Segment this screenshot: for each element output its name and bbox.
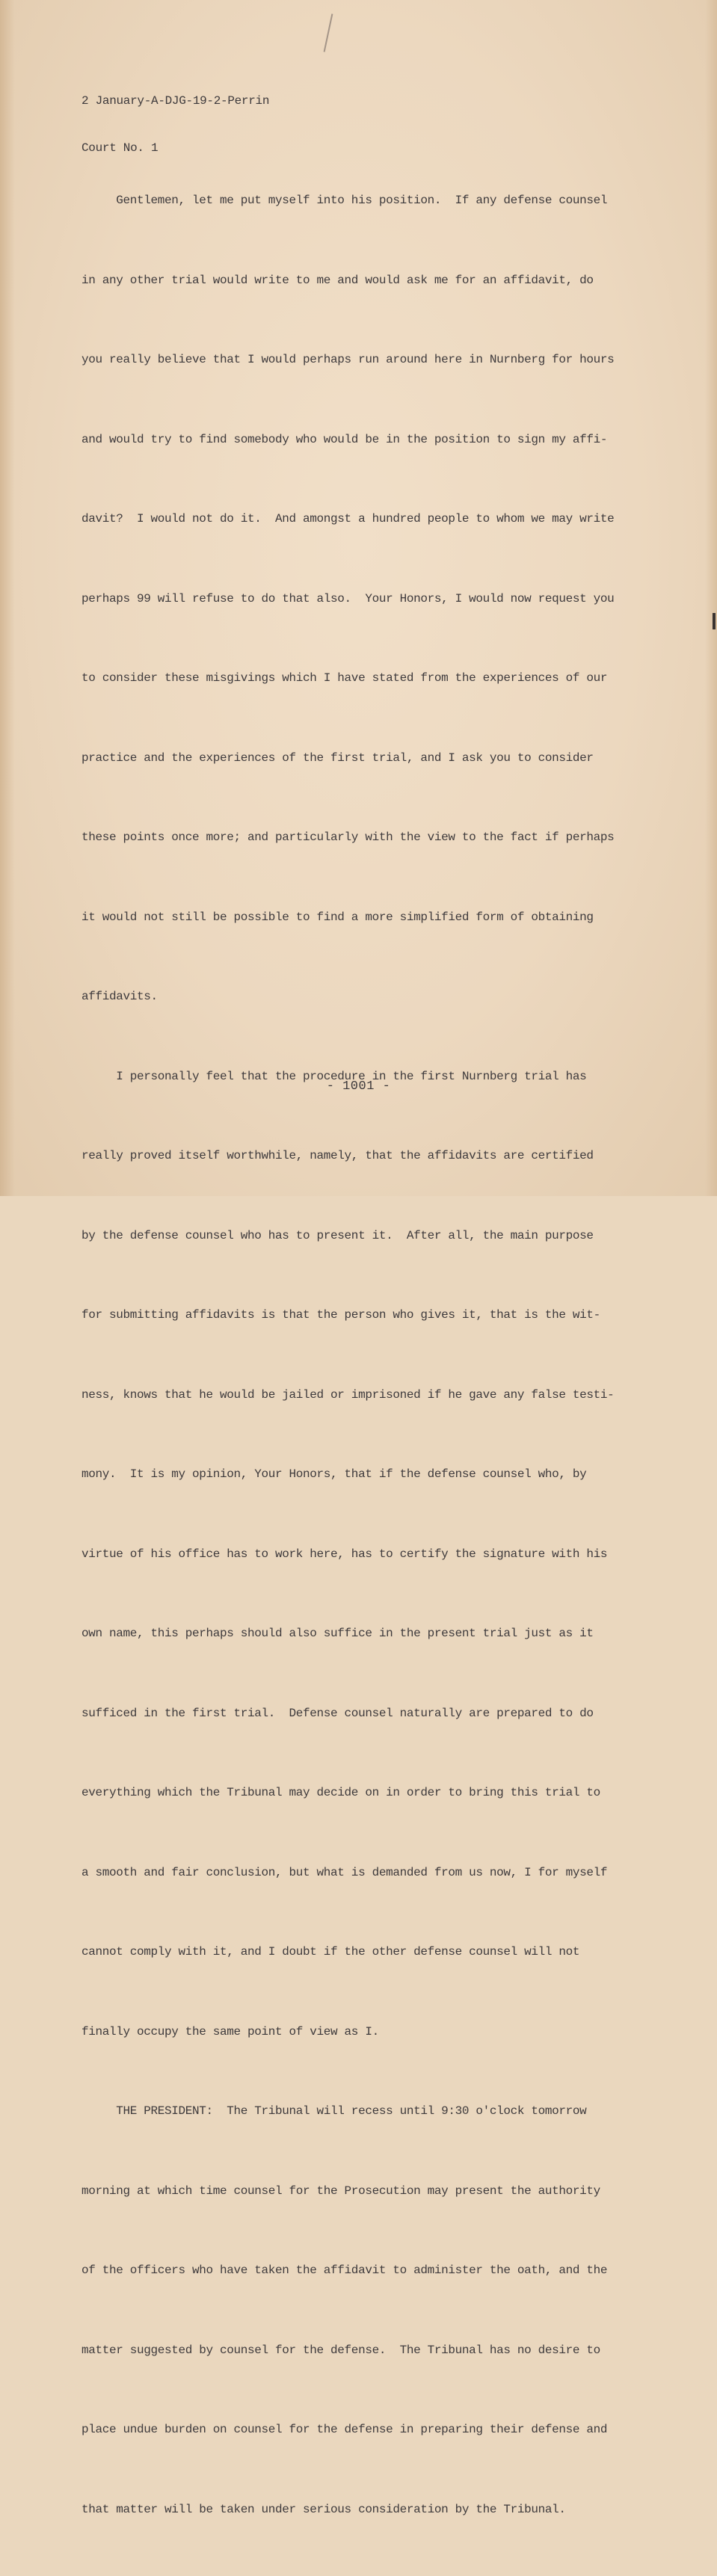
text-line: in any other trial would write to me and would ask me for an affidavit, do <box>81 273 594 287</box>
text-line: affidavits. <box>81 990 158 1003</box>
page-shadow-left <box>0 0 15 1196</box>
text-line: practice and the experiences of the first trial, and I ask you to consider <box>81 751 594 765</box>
page-number: - 1001 - <box>326 1079 391 1094</box>
text-line: that matter will be taken under serious consideration by the Tribunal. <box>81 2502 566 2516</box>
text-line: you really believe that I would perhaps run around here in Nurnberg for hours <box>81 353 615 366</box>
text-line: to consider these misgivings which I have stated from the experiences of our <box>81 671 608 685</box>
text-line: by the defense counsel who has to present it. After all, the main purpose <box>81 1228 594 1242</box>
text-line: morning at which time counsel for the Prosecution may present the authority <box>81 2184 600 2198</box>
text-line: virtue of his office has to work here, has to certify the signature with his <box>81 1547 608 1561</box>
text-line: own name, this perhaps should also suffice in the present trial just as it <box>81 1627 594 1640</box>
text-line: mony. It is my opinion, Your Honors, that if the defense counsel who, by <box>81 1467 587 1481</box>
text-line: I personally feel that the procedure in the first Nurnberg trial has <box>81 1069 587 1083</box>
text-line: finally occupy the same point of view as I. <box>81 2024 379 2039</box>
text-line: it would not still be possible to find a more simplified form of obtaining <box>81 910 594 924</box>
text-line: perhaps 99 will refuse to do that also. Your Honors, I would now request you <box>81 591 615 606</box>
text-line: sufficed in the first trial. Defense counsel naturally are prepared to do <box>81 1706 594 1720</box>
text-line: really proved itself worthwhile, namely, that the affidavits are certified <box>81 1149 594 1162</box>
text-line: a smooth and fair conclusion, but what is demanded from us now, I for myself <box>81 1865 608 1879</box>
edge-mark <box>713 613 716 629</box>
text-line: ness, knows that he would be jailed or imprisoned if he gave any false testi- <box>81 1387 615 1402</box>
text-line: everything which the Tribunal may decide on in order to bring this trial to <box>81 1786 600 1799</box>
text-line: for submitting affidavits is that the person who gives it, that is the wit- <box>81 1308 600 1322</box>
pencil-mark <box>324 13 333 52</box>
transcript-body <box>81 135 614 2576</box>
text-line: of the officers who have taken the affidavit to administer the oath, and the <box>81 2264 608 2277</box>
text-line: cannot comply with it, and I doubt if the other defense counsel will not <box>81 1945 580 1959</box>
text-line: these points once more; and particularly with the view to the fact if perhaps <box>81 831 615 844</box>
header-reference: 2 January-A-DJG-19-2-Perrin <box>81 94 270 108</box>
text-line: Gentlemen, let me put myself into his position. If any defense counsel <box>81 194 608 207</box>
text-line: davit? I would not do it. And amongst a hundred people to whom we may write <box>81 512 615 526</box>
text-line: place undue burden on counsel for the defense in preparing their defense and <box>81 2423 608 2436</box>
header-court: Court No. 1 <box>81 141 159 155</box>
text-line: matter suggested by counsel for the defense. The Tribunal has no desire to <box>81 2343 600 2357</box>
text-line: and would try to find somebody who would be in the position to sign my affi- <box>81 432 608 446</box>
text-line: THE PRESIDENT: The Tribunal will recess until 9:30 o'clock tomorrow <box>81 2104 587 2118</box>
page-shadow-right <box>705 0 717 1196</box>
